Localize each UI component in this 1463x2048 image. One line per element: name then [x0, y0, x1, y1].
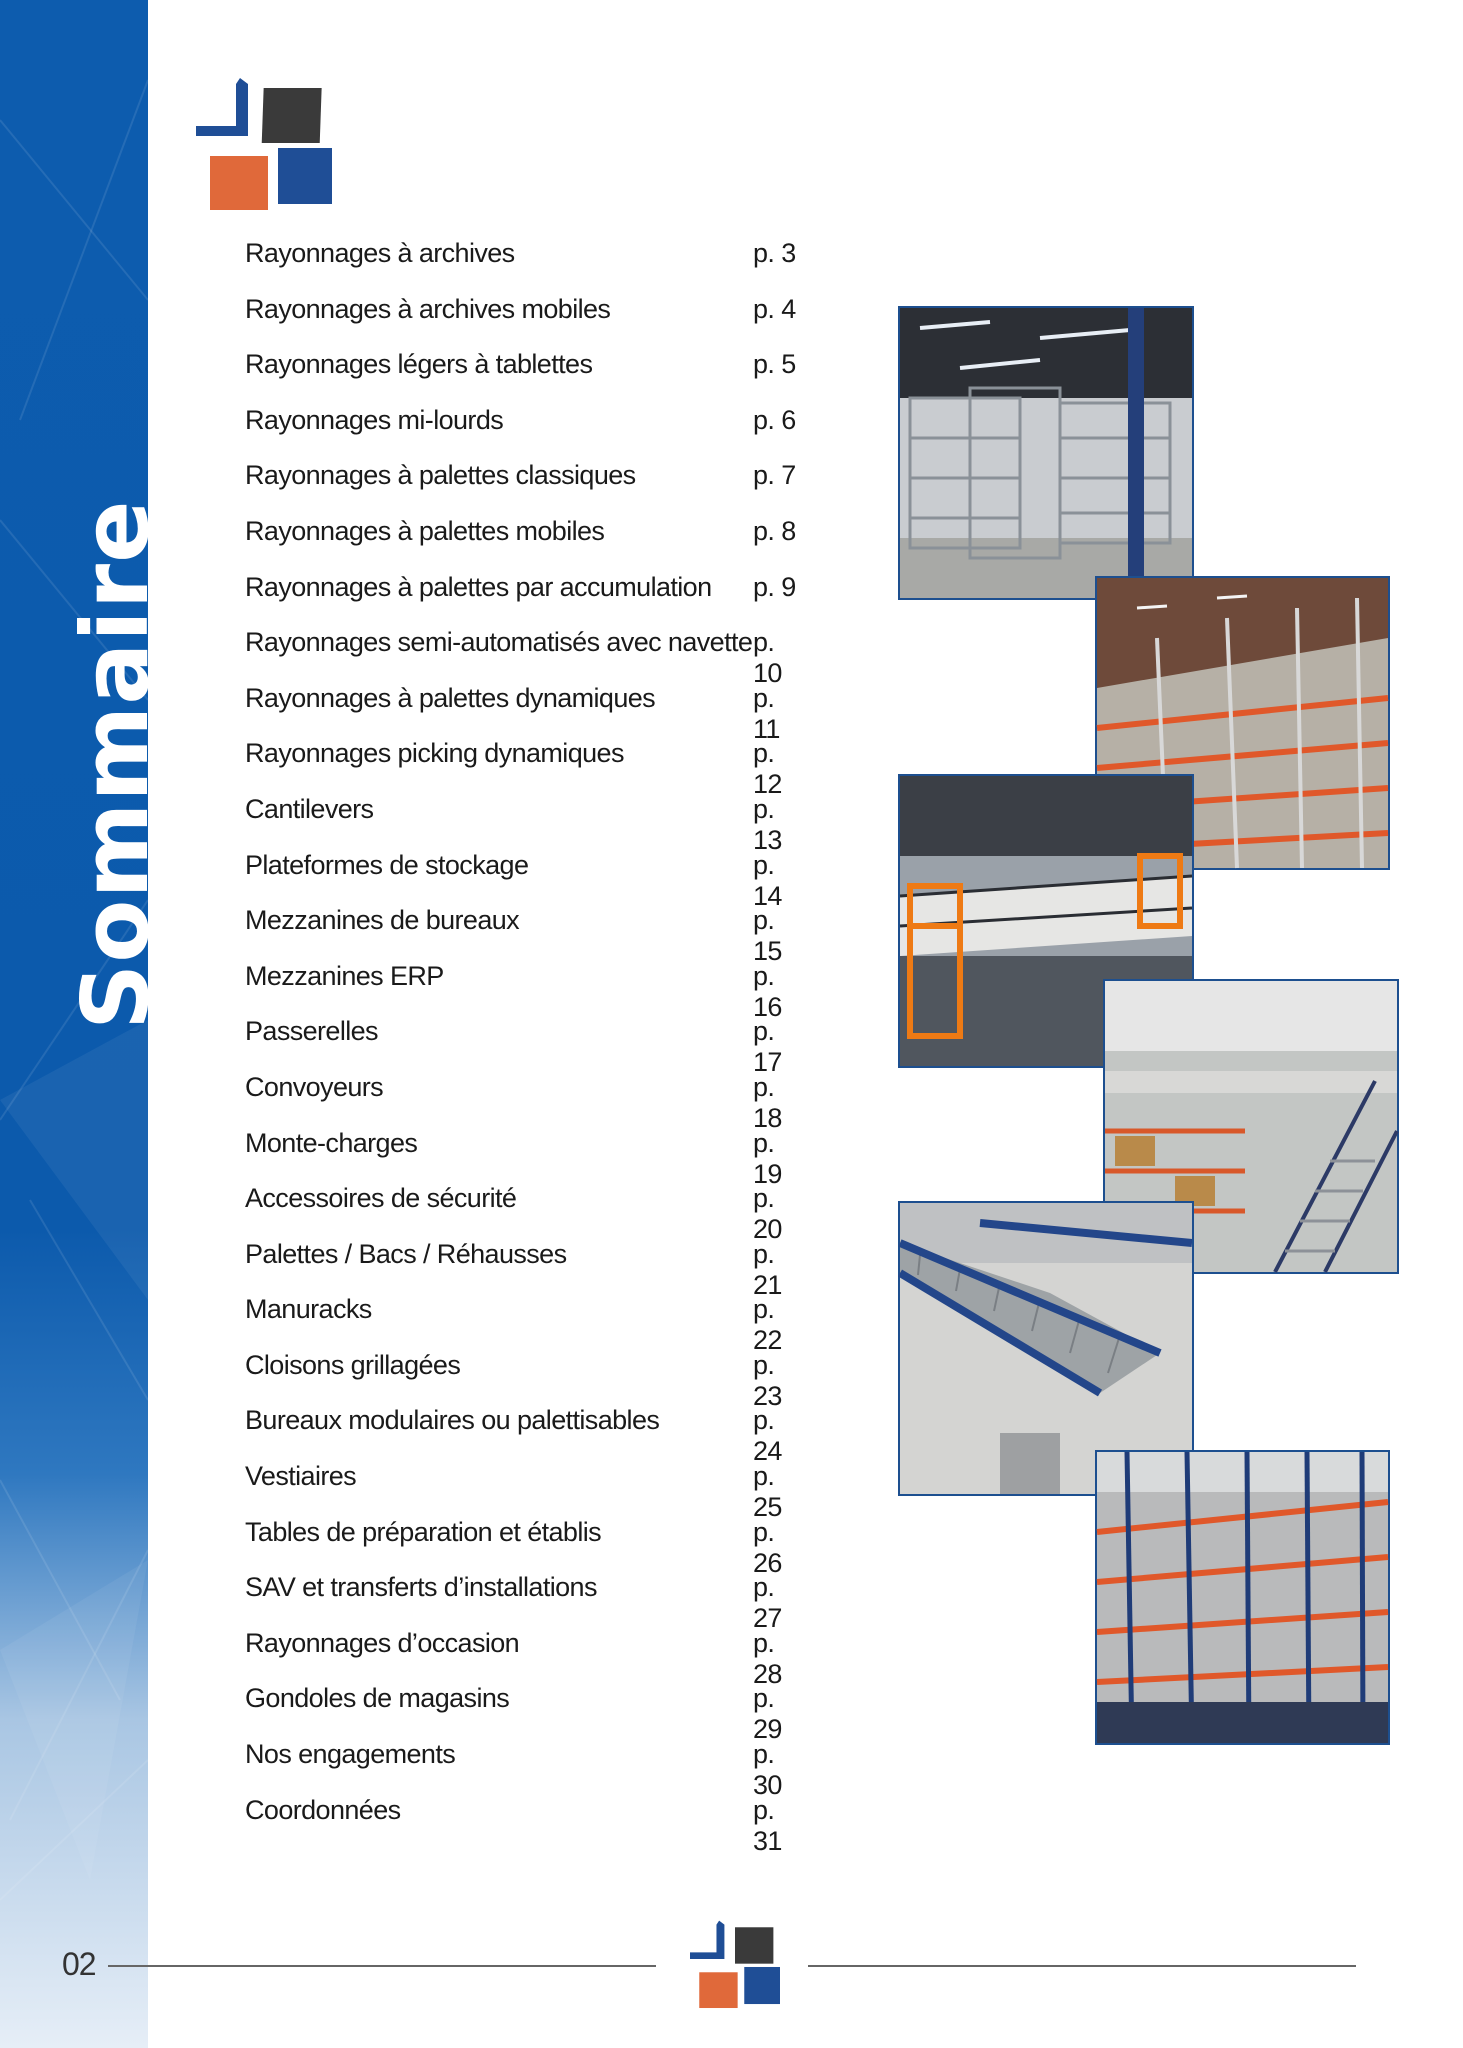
toc-entry[interactable] — [245, 1627, 805, 1689]
toc-page: p. 5 — [753, 349, 796, 380]
page-title: Sommaire — [62, 499, 169, 1030]
footer-divider-left — [108, 1965, 656, 1967]
toc-page: p. 26 — [753, 1516, 782, 1578]
toc-label: Mezzanines de bureaux — [245, 905, 520, 936]
photo-light-shelving — [898, 306, 1194, 600]
toc-label: Coordonnées — [245, 1794, 401, 1825]
toc-page: p. 4 — [753, 293, 796, 324]
toc-page: p. 21 — [753, 1238, 782, 1300]
toc-entry[interactable] — [245, 1349, 805, 1411]
toc-entry[interactable] — [245, 849, 805, 911]
toc-entry[interactable] — [245, 1739, 805, 1801]
toc-label: Plateformes de stockage — [245, 849, 529, 880]
toc-entry[interactable] — [245, 682, 805, 744]
toc-label: Rayonnages à palettes par accumulation — [245, 571, 712, 602]
toc-label: Rayonnages à palettes classiques — [245, 460, 636, 491]
toc-page: p. 7 — [753, 460, 796, 491]
toc-page: p. 19 — [753, 1127, 782, 1189]
toc-entry[interactable] — [245, 1294, 805, 1356]
toc-page: p. 10 — [753, 627, 782, 689]
photo-high-racking — [1095, 1450, 1390, 1745]
toc-label: Bureaux modulaires ou palettisables — [245, 1405, 660, 1436]
toc-page: p. 9 — [753, 571, 796, 602]
toc-label: Rayonnages semi-automatisés avec navette — [245, 627, 753, 658]
toc-page: p. 15 — [753, 905, 782, 967]
toc-page: p. 27 — [753, 1572, 782, 1634]
toc-entry[interactable] — [245, 960, 805, 1022]
toc-page: p. 11 — [753, 682, 780, 744]
company-logo — [196, 78, 332, 212]
sidebar-band — [0, 0, 169, 2048]
toc-entry[interactable] — [245, 1516, 805, 1578]
toc-entry[interactable] — [245, 793, 805, 855]
toc-label: Rayonnages picking dynamiques — [245, 738, 624, 769]
toc-label: Mezzanines ERP — [245, 960, 444, 991]
toc-label: Rayonnages légers à tablettes — [245, 349, 593, 380]
toc-page: p. 29 — [753, 1683, 782, 1745]
toc-entry[interactable] — [245, 1127, 805, 1189]
toc-page: p. 20 — [753, 1183, 782, 1245]
toc-label: Rayonnages à archives mobiles — [245, 293, 611, 324]
toc-entry[interactable] — [245, 1238, 805, 1300]
footer-logo — [690, 1920, 780, 2010]
toc-label: Manuracks — [245, 1294, 372, 1325]
toc-entry[interactable] — [245, 1794, 805, 1856]
toc-entry[interactable] — [245, 627, 805, 689]
toc-label: SAV et transferts d’installations — [245, 1572, 597, 1603]
toc-page: p. 28 — [753, 1627, 782, 1689]
toc-page: p. 18 — [753, 1071, 782, 1133]
toc-entry[interactable] — [245, 460, 805, 516]
toc-label: Rayonnages mi-lourds — [245, 404, 504, 435]
toc-page: p. 3 — [753, 238, 796, 268]
toc-entry[interactable] — [245, 1016, 805, 1078]
toc-page: p. 16 — [753, 960, 782, 1022]
toc-page: p. 22 — [753, 1294, 782, 1356]
toc-entry[interactable] — [245, 1071, 805, 1133]
toc-label: Convoyeurs — [245, 1071, 384, 1102]
toc-entry[interactable] — [245, 1683, 805, 1745]
toc-page: p. 24 — [753, 1405, 782, 1467]
toc-label: Gondoles de magasins — [245, 1683, 510, 1714]
toc-page: p. 31 — [753, 1794, 782, 1856]
toc-entry[interactable] — [245, 294, 805, 350]
toc-entry[interactable] — [245, 1405, 805, 1467]
toc-page: p. 8 — [753, 515, 796, 546]
toc-entry[interactable] — [245, 1461, 805, 1523]
toc-entry[interactable] — [245, 905, 805, 967]
toc-entry[interactable] — [245, 349, 805, 405]
toc-label: Cantilevers — [245, 793, 374, 824]
toc-label: Rayonnages d’occasion — [245, 1627, 520, 1658]
table-of-contents — [245, 238, 805, 1856]
toc-entry[interactable] — [245, 738, 805, 800]
toc-entry[interactable] — [245, 516, 805, 572]
toc-page: p. 17 — [753, 1016, 782, 1078]
toc-page: p. 14 — [753, 849, 782, 911]
toc-label: Vestiaires — [245, 1461, 357, 1492]
footer-divider-right — [808, 1965, 1356, 1967]
toc-label: Passerelles — [245, 1016, 378, 1047]
toc-entry[interactable] — [245, 238, 805, 294]
toc-entry[interactable] — [245, 1183, 805, 1245]
toc-page: p. 6 — [753, 404, 796, 435]
toc-page: p. 30 — [753, 1739, 782, 1801]
toc-entry[interactable] — [245, 572, 805, 628]
toc-label: Palettes / Bacs / Réhausses — [245, 1238, 567, 1269]
toc-entry[interactable] — [245, 1572, 805, 1634]
toc-label: Tables de préparation et établis — [245, 1516, 602, 1547]
toc-entry[interactable] — [245, 405, 805, 461]
page-number: 02 — [62, 1946, 96, 1982]
toc-label: Rayonnages à palettes mobiles — [245, 515, 605, 546]
toc-label: Rayonnages à palettes dynamiques — [245, 682, 656, 713]
toc-label: Nos engagements — [245, 1739, 456, 1770]
toc-label: Monte-charges — [245, 1127, 418, 1158]
toc-label: Accessoires de sécurité — [245, 1183, 517, 1214]
toc-label: Rayonnages à archives — [245, 238, 515, 268]
toc-page: p. 12 — [753, 738, 782, 800]
toc-page: p. 23 — [753, 1349, 782, 1411]
toc-label: Cloisons grillagées — [245, 1349, 461, 1380]
toc-page: p. 13 — [753, 793, 782, 855]
toc-page: p. 25 — [753, 1461, 782, 1523]
